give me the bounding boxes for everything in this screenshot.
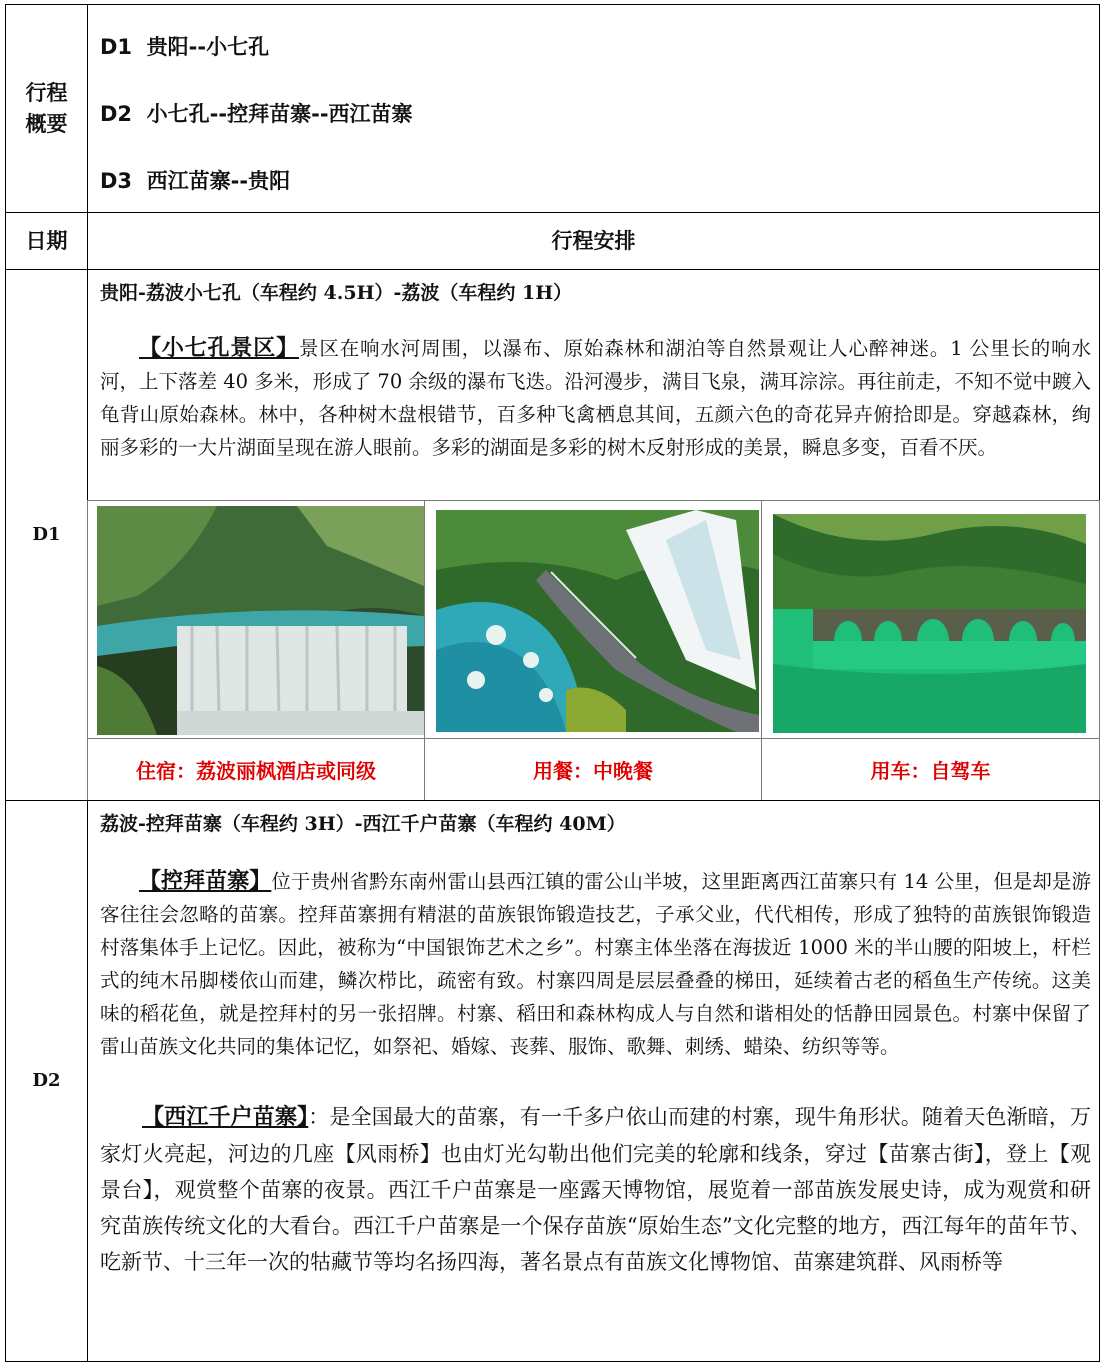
- cascade-road-image: [436, 510, 759, 732]
- overview-day-3: [100, 165, 290, 195]
- d1-meals: 用餐：中晚餐: [533, 759, 653, 783]
- day-cell-d1: [5, 269, 88, 801]
- overview-label-line1: 行程: [25, 81, 68, 106]
- schedule-header: [87, 212, 1100, 270]
- d2-paragraph-2-text: ：是全国最大的苗寨，有一千多户依山而建的村寨，现牛角形状。随着天色渐暗，万家灯火亮起，河边的几座【风雨桥】也由灯光勾勒出他们完美的轮廓和线条，穿过【苗寨古街】，登上【观景台】，观赏整个苗寨的夜景。西江千户苗寨是一座露天博物馆，展览着一部苗族发展史诗，成为观赏和研究苗族传统文化的大看台。西江千户苗寨是一个保存苗族“原始生态”文化完整的地方，西江每年的苗年节、吃新节、十三年一次的牯藏节等均名扬四海，著名景点有苗族文化博物馆、苗寨建筑群、风雨桥等: [100, 1105, 1091, 1274]
- day-code: D1: [32, 523, 61, 545]
- overview-label-line2: 概要: [25, 111, 68, 136]
- d2-description: [87, 800, 1100, 1362]
- overview-day-code: D1: [100, 35, 133, 59]
- d1-paragraph: [100, 332, 1091, 464]
- stone-arch-bridge-image: [773, 514, 1086, 733]
- photo-cell-2: [424, 500, 762, 739]
- d1-spot-name: 【小七孔景区】: [139, 336, 299, 361]
- photo-cell-1: [87, 500, 425, 739]
- date-header-text: 日期: [25, 228, 68, 253]
- overview-day-route: 西江苗寨--贵阳: [146, 169, 291, 193]
- photo-cell-3: [761, 500, 1100, 739]
- overview-day-2: [100, 98, 413, 128]
- d1-transport-cell: [761, 738, 1100, 801]
- overview-day-1: [100, 31, 269, 61]
- overview-day-code: D2: [100, 102, 133, 126]
- d2-paragraph-1-text: 位于贵州省黔东南州雷山县西江镇的雷公山半坡，这里距离西江苗寨只有 14 公里，但是却是游客往往会忽略的苗寨。控拜苗寨拥有精湛的苗族银饰锻造技艺，子承父业，代代相传，形成了独特的苗族银饰锻造村落集体手上记忆。因此，被称为“中国银饰艺术之乡”。村寨主体坐落在海拔近 1000 米的半山腰的阳坡上，杆栏式的纯木吊脚楼依山而建，鳞次栉比，疏密有致。村寨四周是层层叠叠的梯田，延续着古老的稻鱼生产传统。这美味的稻花鱼，就是控拜村的另一张招牌。村寨、稻田和森林构成人与自然和谐相处的恬静田园景色。村寨中保留了雷山苗族文化共同的集体记忆，如祭祀、婚嫁、丧葬、服饰、歌舞、刺绣、蜡染、纺织等等。: [100, 870, 1091, 1058]
- itinerary-table: [5, 4, 1100, 1362]
- stone-arch-bridge-photo: [773, 514, 1086, 733]
- waterfall-dam-image: [97, 506, 424, 735]
- d1-hotel: 住宿：荔波丽枫酒店或同级: [136, 759, 376, 783]
- day-code: D2: [32, 1069, 61, 1091]
- overview-day-route: 小七孔--控拜苗寨--西江苗寨: [146, 102, 413, 126]
- waterfall-dam-photo: [97, 506, 424, 735]
- overview-label: [5, 4, 88, 213]
- cascade-road-photo: [436, 510, 759, 732]
- d1-hotel-cell: [87, 738, 425, 801]
- overview-day-code: D3: [100, 169, 133, 193]
- d2-paragraph-1: [100, 865, 1091, 1063]
- d1-meals-cell: [424, 738, 762, 801]
- overview-routes: [87, 4, 1100, 213]
- d1-paragraph-text: 景区在响水河周围，以瀑布、原始森林和湖泊等自然景观让人心醉神迷。1 公里长的响水河，上下落差 40 多米，形成了 70 余级的瀑布飞迭。沿河漫步，满目飞泉，满耳淙淙。再往前走，不知不觉中踱入龟背山原始森林。林中，各种树木盘根错节，百多种飞禽栖息其间，五颜六色的奇花异卉俯拾即是。穿越森林，绚丽多彩的一大片湖面呈现在游人眼前。多彩的湖面是多彩的树木反射形成的美景，瞬息多变，百看不厌。: [100, 337, 1091, 459]
- d2-spot2-name: 【西江千户苗寨】: [142, 1105, 309, 1130]
- d2-headline: 荔波-控拜苗寨（车程约 3H）-西江千户苗寨（车程约 40M）: [100, 813, 626, 835]
- d1-description: [87, 269, 1100, 501]
- day-cell-d2: [5, 800, 88, 1362]
- overview-day-route: 贵阳--小七孔: [146, 35, 270, 59]
- d2-paragraph-2: [100, 1099, 1091, 1280]
- date-header: [5, 212, 88, 270]
- d1-transport: 用车：自驾车: [870, 759, 991, 783]
- d1-headline: 贵阳-荔波小七孔（车程约 4.5H）-荔波（车程约 1H）: [100, 282, 573, 304]
- d2-spot1-name: 【控拜苗寨】: [139, 869, 272, 894]
- schedule-header-text: 行程安排: [551, 228, 636, 253]
